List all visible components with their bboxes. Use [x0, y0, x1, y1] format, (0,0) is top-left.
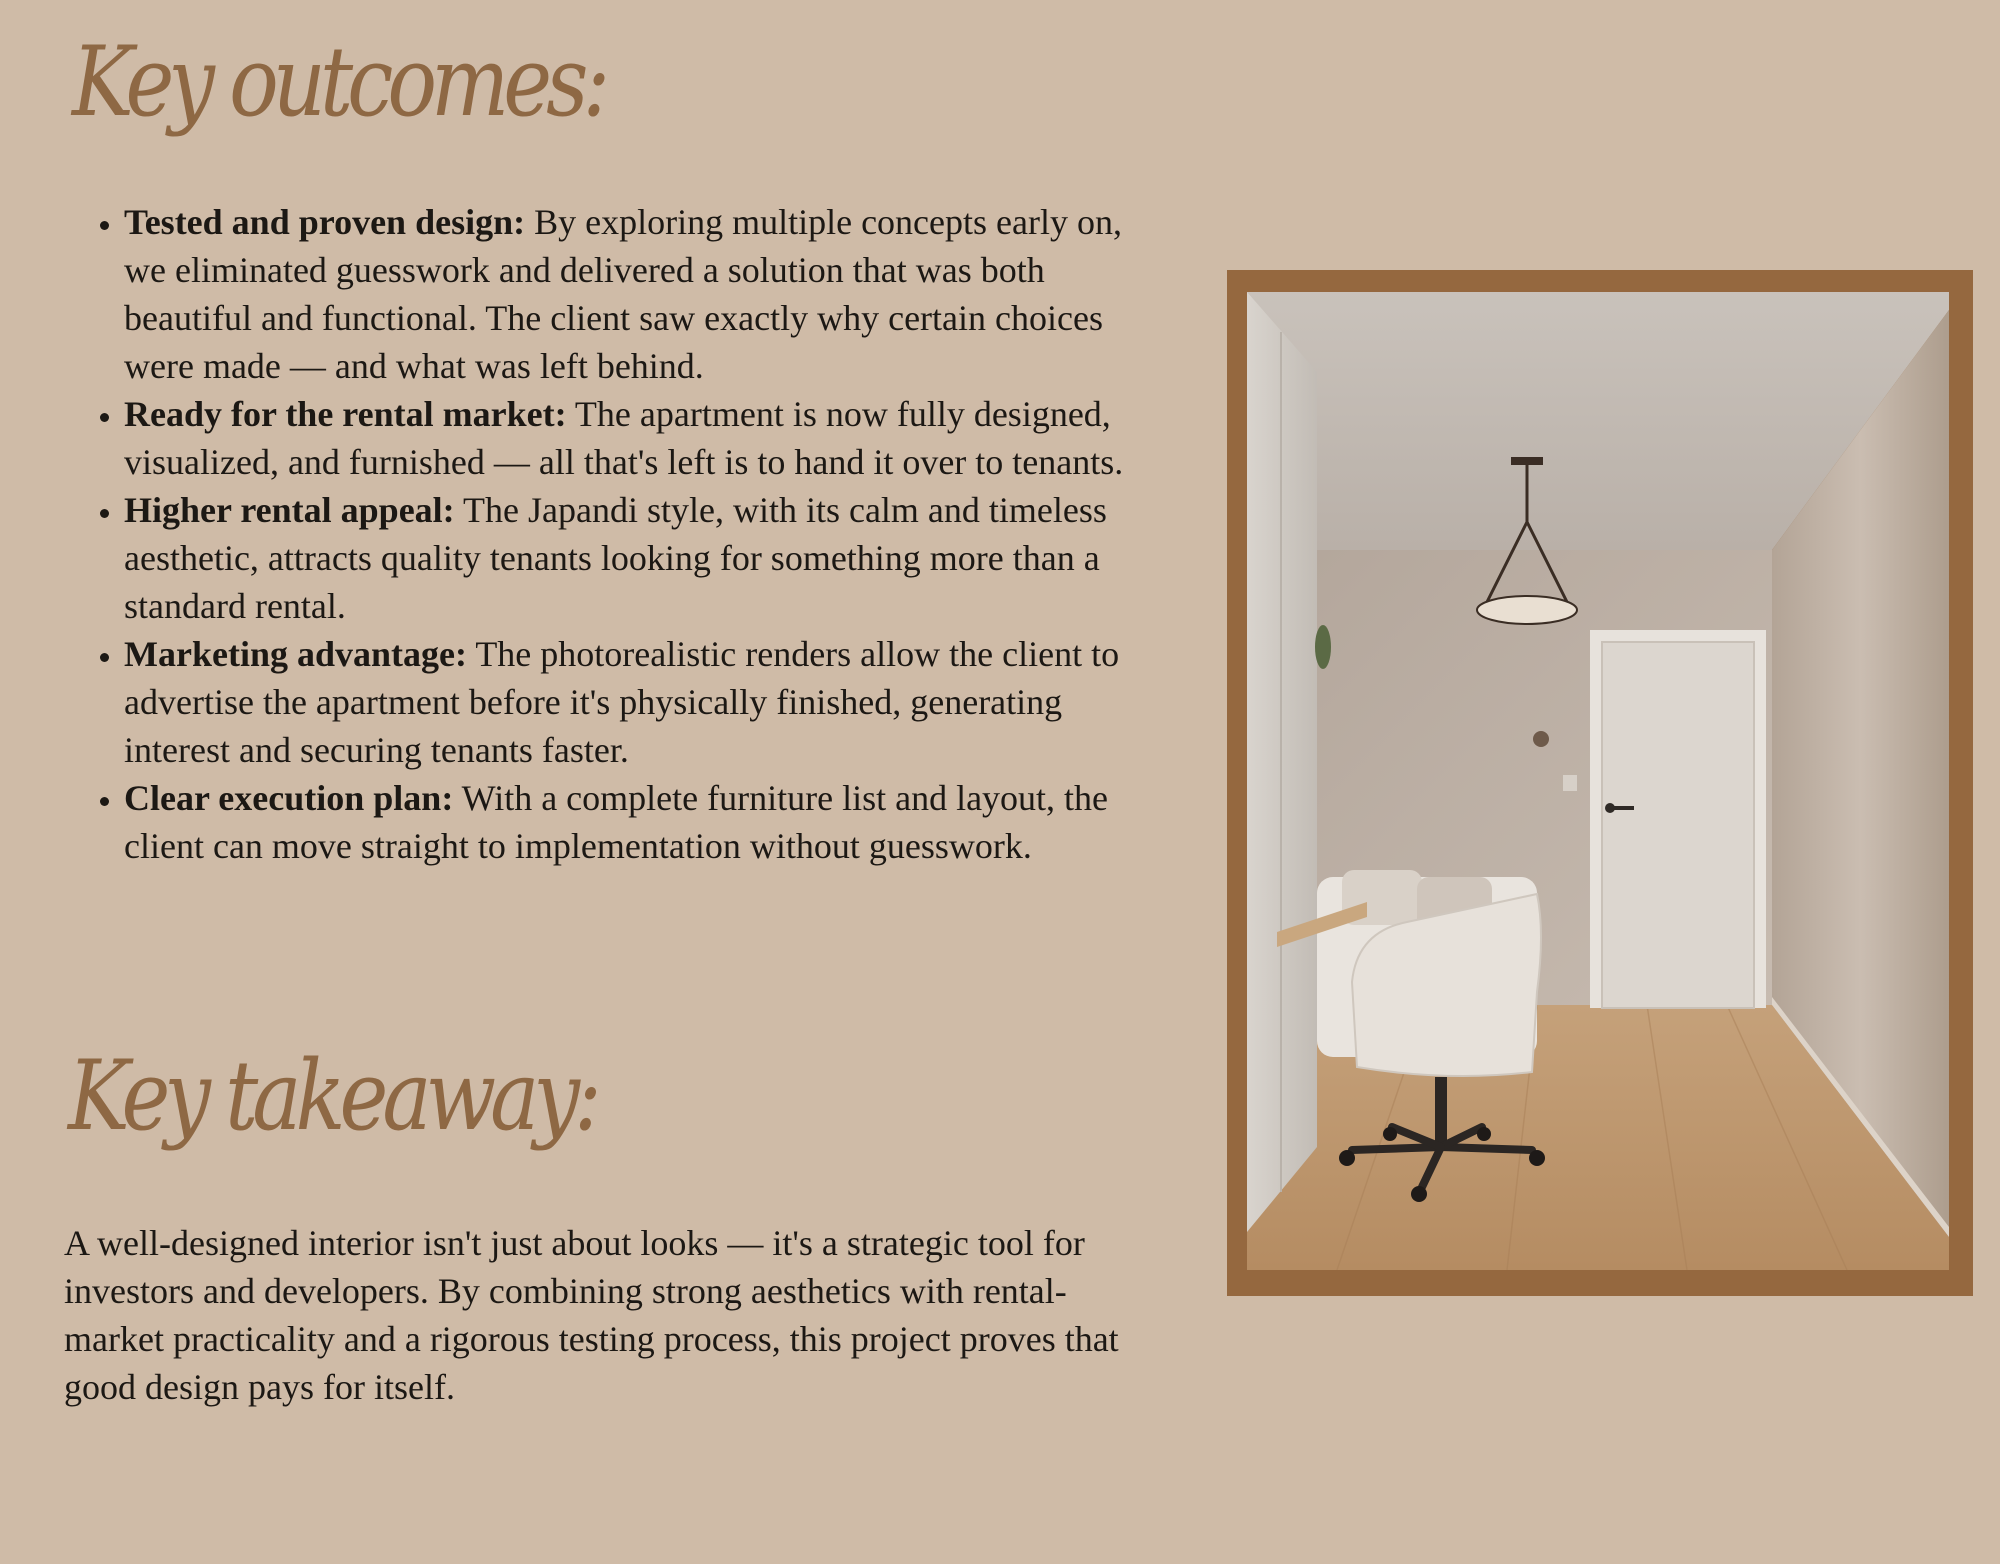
outcome-item [124, 774, 1164, 870]
outcome-item-title: Higher rental appeal: [124, 490, 455, 530]
outcome-item-text: The apartment is now fully designed, visualized, and furnished — all that's left is to hand it over to tenants. [124, 394, 1124, 482]
takeaway-paragraph: A well-designed interior isn't just about looks — it's a strategic tool for investors and developers. By combining strong aesthetics with rental-market practicality and a rigorous testing process, this project proves that good design pays for itself. [64, 1223, 1119, 1407]
outcome-item-title: Clear execution plan: [124, 778, 454, 818]
outcome-item-title: Marketing advantage: [124, 634, 467, 674]
outcome-item [124, 198, 1164, 390]
outcome-item [124, 486, 1164, 630]
outcome-item-title: Tested and proven design: [124, 202, 526, 242]
interior-photo-frame [1227, 270, 1973, 1296]
outcome-item-text: The photorealistic renders allow the client to advertise the apartment before it's physically finished, generating interest and securing tenants faster. [124, 634, 1120, 770]
door [1602, 642, 1754, 1008]
plant [1315, 625, 1331, 669]
outcome-item-text: By exploring multiple concepts early on, we eliminated guesswork and delivered a solution that was both beautiful and functional. The client saw exactly why certain choices were made — and what was left behind. [124, 202, 1122, 386]
outcome-item-title: Ready for the rental market: [124, 394, 567, 434]
light-switch [1563, 775, 1577, 791]
outcome-item-text: The Japandi style, with its calm and timeless aesthetic, attracts quality tenants looking for something more than a standard rental. [124, 490, 1107, 626]
key-takeaway-heading: Key takeaway: [68, 1040, 596, 1152]
outcome-item-text: With a complete furniture list and layout, the client can move straight to implementation without guesswork. [124, 778, 1109, 866]
office-chair-column [1435, 1077, 1447, 1147]
wall-sconce [1533, 731, 1549, 747]
outcome-item [124, 630, 1164, 774]
outcomes-list [64, 198, 1164, 870]
key-outcomes-heading: Key outcomes: [72, 26, 605, 138]
interior-room-illustration [1247, 292, 1949, 1270]
pendant-lamp-shade [1477, 596, 1577, 624]
outcome-item [124, 390, 1164, 486]
